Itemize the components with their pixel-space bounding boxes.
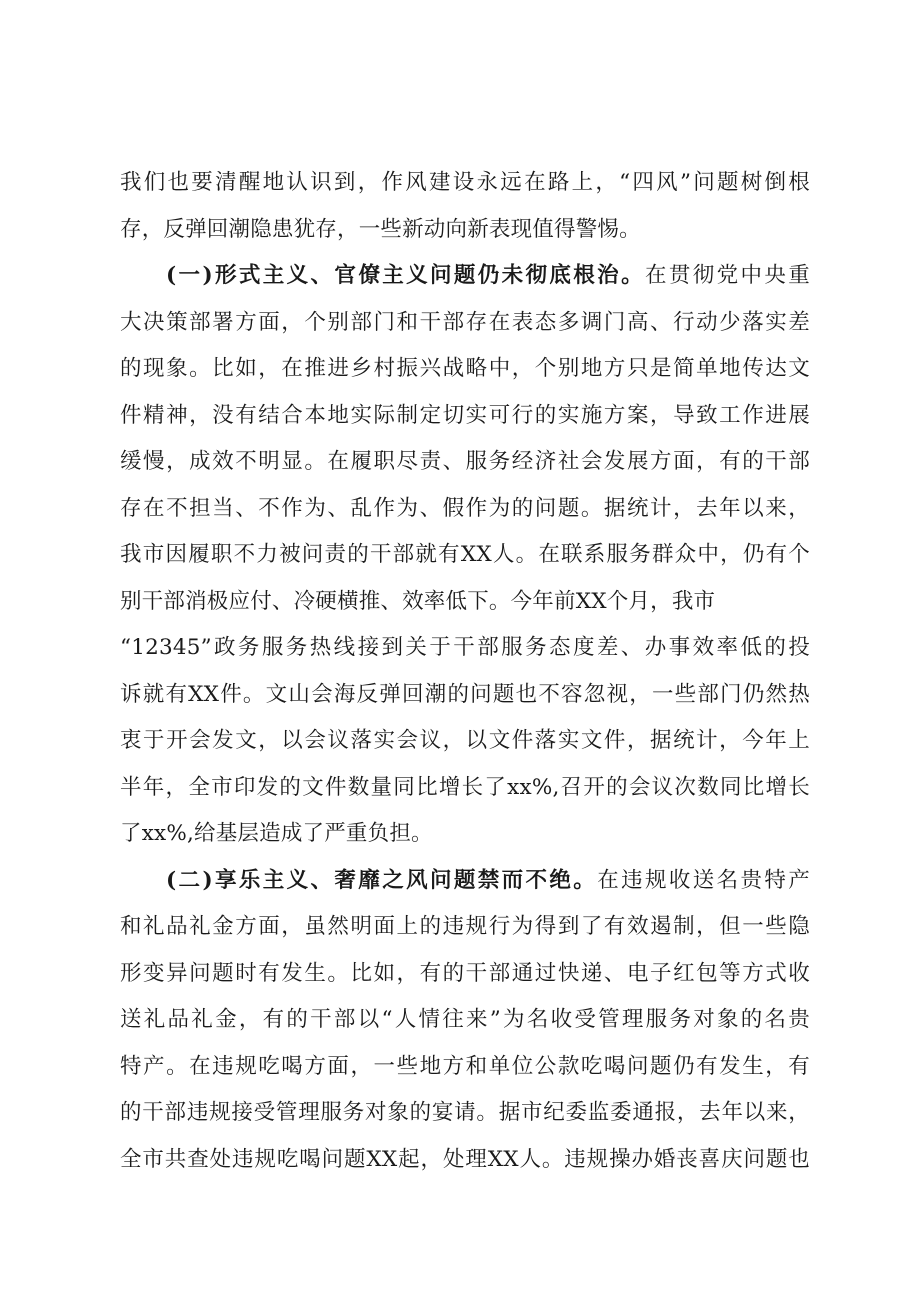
paragraph-line: 衷于开会发文，以会议落实会议，以文件落实文件，据统计，今年上: [120, 728, 810, 753]
paragraph-line: 的干部违规接受管理服务对象的宴请。据市纪委监委通报，去年以来，: [120, 1100, 810, 1125]
paragraph-line: 特产。在违规吃喝方面，一些地方和单位公款吃喝问题仍有发生，有: [120, 1054, 810, 1079]
paragraph-line: 我市因履职不力被问责的干部就有XX人。在联系服务群众中，仍有个: [120, 542, 810, 567]
section-2-first-line-text: 在违规收送名贵特产: [597, 868, 810, 893]
paragraph-line: 和礼品礼金方面，虽然明面上的违规行为得到了有效遏制，但一些隐: [120, 914, 810, 939]
paragraph-line: 件精神，没有结合本地实际制定切实可行的实施方案，导致工作进展: [120, 403, 810, 428]
paragraph-line: 缓慢，成效不明显。在履职尽责、服务经济社会发展方面，有的干部: [120, 449, 810, 474]
paragraph-line: 的现象。比如，在推进乡村振兴战略中，个别地方只是简单地传达文: [120, 356, 810, 381]
paragraph-line: 半年，全市印发的文件数量同比增长了xx%,召开的会议次数同比增长: [120, 775, 810, 800]
paragraph-line: 大决策部署方面，个别部门和干部存在表态多调门高、行动少落实差: [120, 310, 810, 335]
paragraph-line: 存，反弹回潮隐患犹存，一些新动向新表现值得警惕。: [120, 217, 641, 242]
paragraph-line: 我们也要清醒地认识到，作风建设永远在路上，“四风”问题树倒根: [120, 170, 810, 195]
paragraph-line: 送礼品礼金，有的干部以“人情往来”为名收受管理服务对象的名贵: [120, 1007, 810, 1032]
section-2-heading: (二)享乐主义、奢靡之风问题禁而不绝。: [166, 868, 598, 893]
paragraph-line: 全市共查处违规吃喝问题XX起，处理XX人。违规操办婚丧喜庆问题也: [120, 1147, 810, 1172]
paragraph-line: 形变异问题时有发生。比如，有的干部通过快递、电子红包等方式收: [120, 961, 810, 986]
section-1-heading: (一)形式主义、官僚主义问题仍未彻底根治。: [166, 263, 645, 288]
paragraph-line: 了xx%,给基层造成了严重负担。: [120, 821, 433, 846]
paragraph-line: 存在不担当、不作为、乱作为、假作为的问题。据统计，去年以来，: [120, 496, 810, 521]
paragraph-line: 别干部消极应付、冷硬横推、效率低下。今年前XX个月，我市: [120, 589, 716, 614]
paragraph-line: 诉就有XX件。文山会海反弹回潮的问题也不容忽视，一些部门仍然热: [120, 682, 810, 707]
section-1-first-line: [166, 261, 810, 291]
section-2-first-line: [166, 866, 810, 896]
section-1-first-line-text: 在贯彻党中央重: [644, 263, 810, 288]
paragraph-line: “12345”政务服务热线接到关于干部服务态度差、办事效率低的投: [120, 635, 810, 660]
